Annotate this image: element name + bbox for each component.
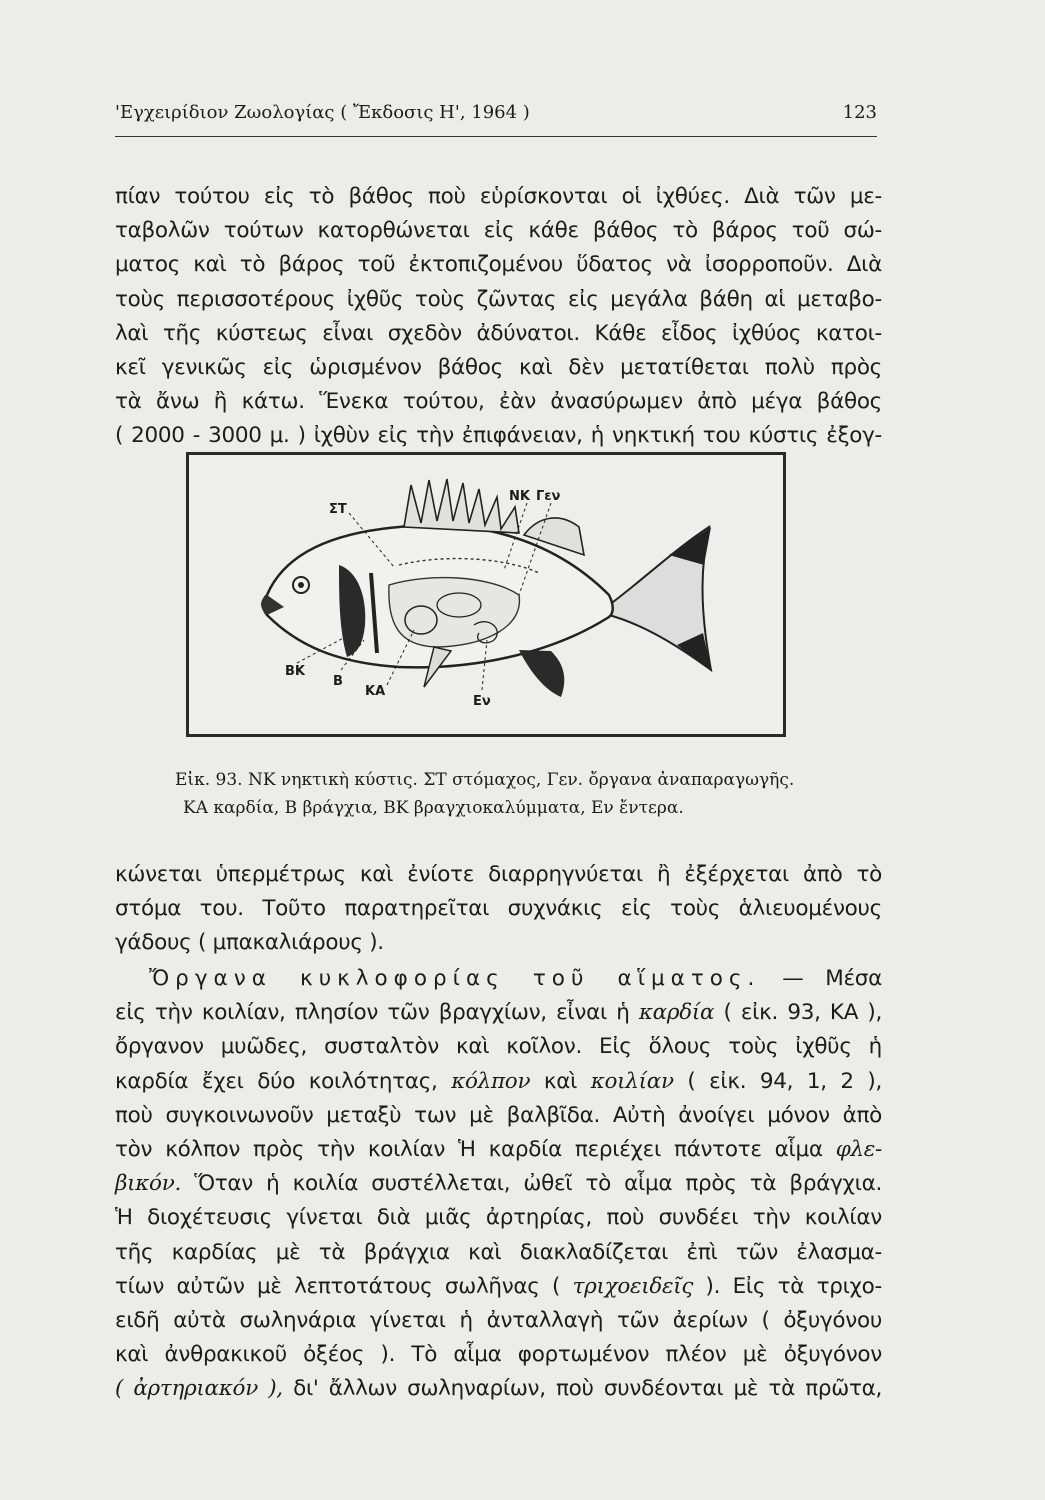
eye-pupil — [298, 582, 304, 588]
text-line: Ὄργανα κυκλοφορίας τοῦ αἵματος. — Μέσα — [115, 962, 882, 996]
text-line: τοὺς περισσοτέρους ἰχθῦς τοὺς ζῶντας εἰς μεγάλα βάθη αἱ μεταβο- — [115, 286, 882, 312]
text-line: βικόν. Ὅταν ἡ κοιλία συστέλλεται, ὠθεῖ τὸ αἷμα πρὸς τὰ βράγχια. — [115, 1171, 882, 1197]
figure-caption — [175, 766, 875, 826]
text-line: πίαν τούτου εἰς τὸ βάθος ποὺ εὑρίσκονται οἱ ἰχθύες. Διὰ τῶν με- — [115, 184, 882, 209]
paragraph-3 — [115, 962, 882, 1406]
text-line: ταβολῶν τούτων κατορθώνεται εἰς κάθε βάθος τὸ βάρος τοῦ σώ- — [115, 218, 882, 244]
text-line: ( ἀρτηριακόν ), δι' ἄλλων σωληναρίων, ποὺ συνδέονται μὲ τὰ πρῶτα, — [115, 1376, 882, 1402]
text-line: καὶ ἀνθρακικοῦ ὀξέος ). Τὸ αἷμα φορτωμένον πλέον μὲ ὀξυγόνον — [115, 1342, 882, 1368]
label-st: ΣΤ — [329, 502, 347, 517]
fish-illustration — [189, 455, 783, 734]
text-line: Ἡ διοχέτευσις γίνεται διὰ μιᾶς ἀρτηρίας, ποὺ συνδέει τὴν κοιλίαν — [115, 1205, 882, 1231]
text-line: ( 2000 - 3000 μ. ) ἰχθὺν εἰς τὴν ἐπιφάνειαν, ἡ νηκτική του κύστις ἐξογ- — [115, 423, 882, 449]
text-line: γάδους ( μπακαλιάρους ). — [115, 930, 384, 956]
text-line: τῆς καρδίας μὲ τὰ βράγχια καὶ διακλαδίζεται ἐπὶ τῶν ἐλασμα- — [115, 1239, 882, 1265]
anal-fin — [519, 650, 564, 697]
text-line: καρδία ἔχει δύο κοιλότητας, κόλπον καὶ κοιλίαν ( εἰκ. 94, 1, 2 ), — [115, 1068, 882, 1094]
running-title: 'Εγχειρίδιον Ζωολογίας ( Ἔκδοσις Η', 1964 ) — [115, 102, 530, 123]
text-line: εἰς τὴν κοιλίαν, πλησίον τῶν βραγχίων, εἶναι ἡ καρδία ( εἰκ. 93, ΚΑ ), — [115, 1000, 882, 1026]
caption-line-2: ΚΑ καρδία, Β βράγχια, ΒΚ βραγχιοκαλύμματα, Εν ἔντερα. — [183, 798, 684, 818]
section-heading: Ὄργανα κυκλοφορίας τοῦ αἵματος. — [149, 966, 761, 991]
label-nk: ΝΚ — [509, 489, 530, 504]
text-line: τὸν κόλπον πρὸς τὴν κοιλίαν Ἡ καρδία περιέχει πάντοτε αἷμα φλε- — [115, 1136, 882, 1162]
page-number: 123 — [842, 102, 877, 123]
text-line: λαὶ τῆς κύστεως εἶναι σχεδὸν ἀδύνατοι. Κάθε εἶδος ἰχθύος κατοι- — [115, 320, 882, 346]
fish-anatomy-figure — [186, 452, 786, 737]
text-line: ποὺ συγκοινωνοῦν μεταξὺ των μὲ βαλβῖδα. Αὐτὴ ἀνοίγει μόνον ἀπὸ — [115, 1102, 882, 1128]
text-line: στόμα του. Τοῦτο παρατηρεῖται συχνάκις εἰς τοὺς ἁλιευομένους — [115, 896, 882, 922]
page-header — [115, 102, 877, 132]
header-rule — [115, 136, 877, 137]
text-line: κεῖ γενικῶς εἰς ὡρισμένον βάθος καὶ δὲν μετατίθεται πολὺ πρὸς — [115, 354, 882, 380]
text-line: ματος καὶ τὸ βάρος τοῦ ἐκτοπιζομένου ὕδατος νὰ ἰσορροποῦν. Διὰ — [115, 252, 882, 278]
text-line: ὄργανον μυῶδες, συσταλτὸν καὶ κοῖλον. Εἰς ὅλους τοὺς ἰχθῦς ἡ — [115, 1034, 882, 1060]
label-gen: Γεν — [536, 489, 561, 504]
text-line: τὰ ἄνω ἢ κάτω. Ἕνεκα τούτου, ἐὰν ἀνασύρωμεν ἀπὸ μέγα βάθος — [115, 389, 882, 415]
text-line: ειδῆ αὐτὰ σωληνάρια γίνεται ἡ ἀνταλλαγὴ τῶν ἀερίων ( ὀξυγόνου — [115, 1307, 882, 1333]
label-b: Β — [333, 674, 343, 689]
caption-line-1: Εἰκ. 93. ΝΚ νηκτικὴ κύστις. ΣΤ στόμαχος, Γεν. ὄργανα ἀναπαραγωγῆς. — [175, 770, 795, 790]
text-line: κώνεται ὑπερμέτρως καὶ ἐνίοτε διαρρηγνύεται ἢ ἐξέρχεται ἀπὸ τὸ — [115, 862, 882, 887]
paragraph-1 — [115, 180, 882, 454]
paragraph-2 — [115, 858, 882, 961]
label-bk: ΒΚ — [285, 664, 305, 679]
label-ka: ΚΑ — [365, 684, 386, 699]
dorsal-fin-spiny — [404, 479, 519, 533]
label-en: Εν — [473, 694, 491, 709]
text-line: τίων αὐτῶν μὲ λεπτοτάτους σωλῆνας ( τριχοειδεῖς ). Εἰς τὰ τριχο- — [115, 1273, 882, 1299]
